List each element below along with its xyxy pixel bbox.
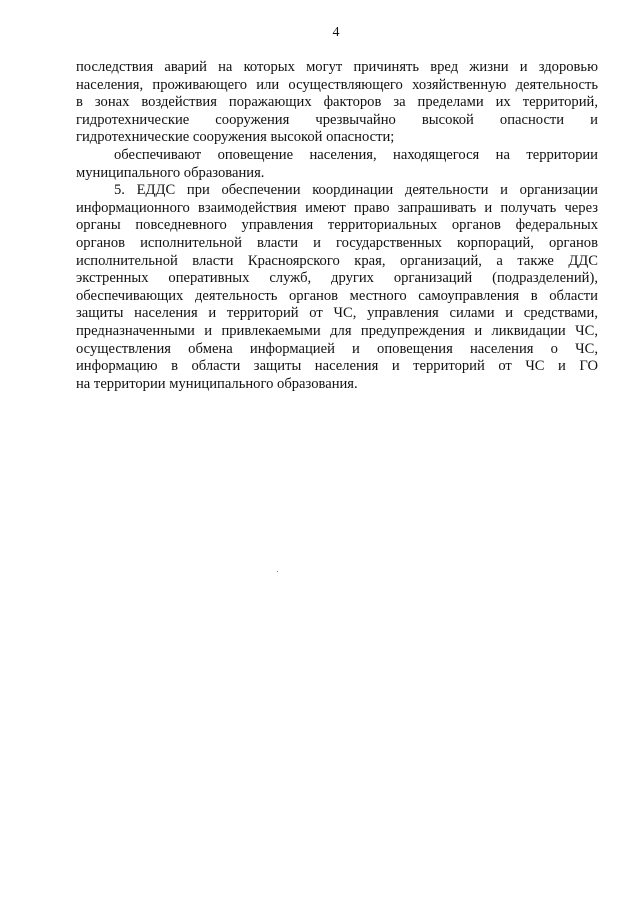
text-line: муниципального образования. <box>76 164 265 181</box>
text-line: обеспечивают оповещение населения, находящегося на территории <box>114 146 598 163</box>
text-line: 5. ЕДДС при обеспечении координации деятельности и организации <box>114 182 598 199</box>
text-line: гидротехнические сооружения высокой опасности; <box>76 129 395 146</box>
text-line: осуществления обмена информацией и оповещения населения о ЧС, <box>76 340 598 357</box>
text-line: исполнительной власти Красноярского края, организаций, а также ДДС <box>76 252 598 269</box>
text-line: на территории муниципального образования. <box>76 375 358 392</box>
text-line: населения, проживающего или осуществляющего хозяйственную деятельность <box>76 76 598 93</box>
text-line: информационного взаимодействия имеют право запрашивать и получать через <box>76 199 598 216</box>
paragraph-hydro-facilities <box>76 59 598 147</box>
page-number: 4 <box>332 25 340 40</box>
scan-artifact-dot <box>277 571 278 572</box>
text-line: обеспечивающих деятельность органов местного самоуправления в области <box>76 287 598 304</box>
text-line: информацию в области защиты населения и территорий от ЧС и ГО <box>76 358 598 375</box>
text-line: последствия аварий на которых могут причинять вред жизни и здоровью <box>76 59 598 75</box>
text-line: предназначенными и привлекаемыми для предупреждения и ликвидации ЧС, <box>76 322 598 339</box>
text-line: органы повседневного управления территориальных органов федеральных <box>76 217 598 234</box>
paragraph-item-5 <box>76 182 598 393</box>
text-line: в зонах воздействия поражающих факторов за пределами их территорий, <box>76 94 598 111</box>
document-body <box>76 59 598 393</box>
text-line: защиты населения и территорий от ЧС, управления силами и средствами, <box>76 305 598 322</box>
text-line: органов исполнительной власти и государственных корпораций, органов <box>76 234 598 251</box>
text-line: экстренных оперативных служб, других организаций (подразделений), <box>76 270 598 287</box>
text-line: гидротехнические сооружения чрезвычайно высокой опасности и <box>76 111 598 128</box>
paragraph-notification <box>76 147 598 182</box>
